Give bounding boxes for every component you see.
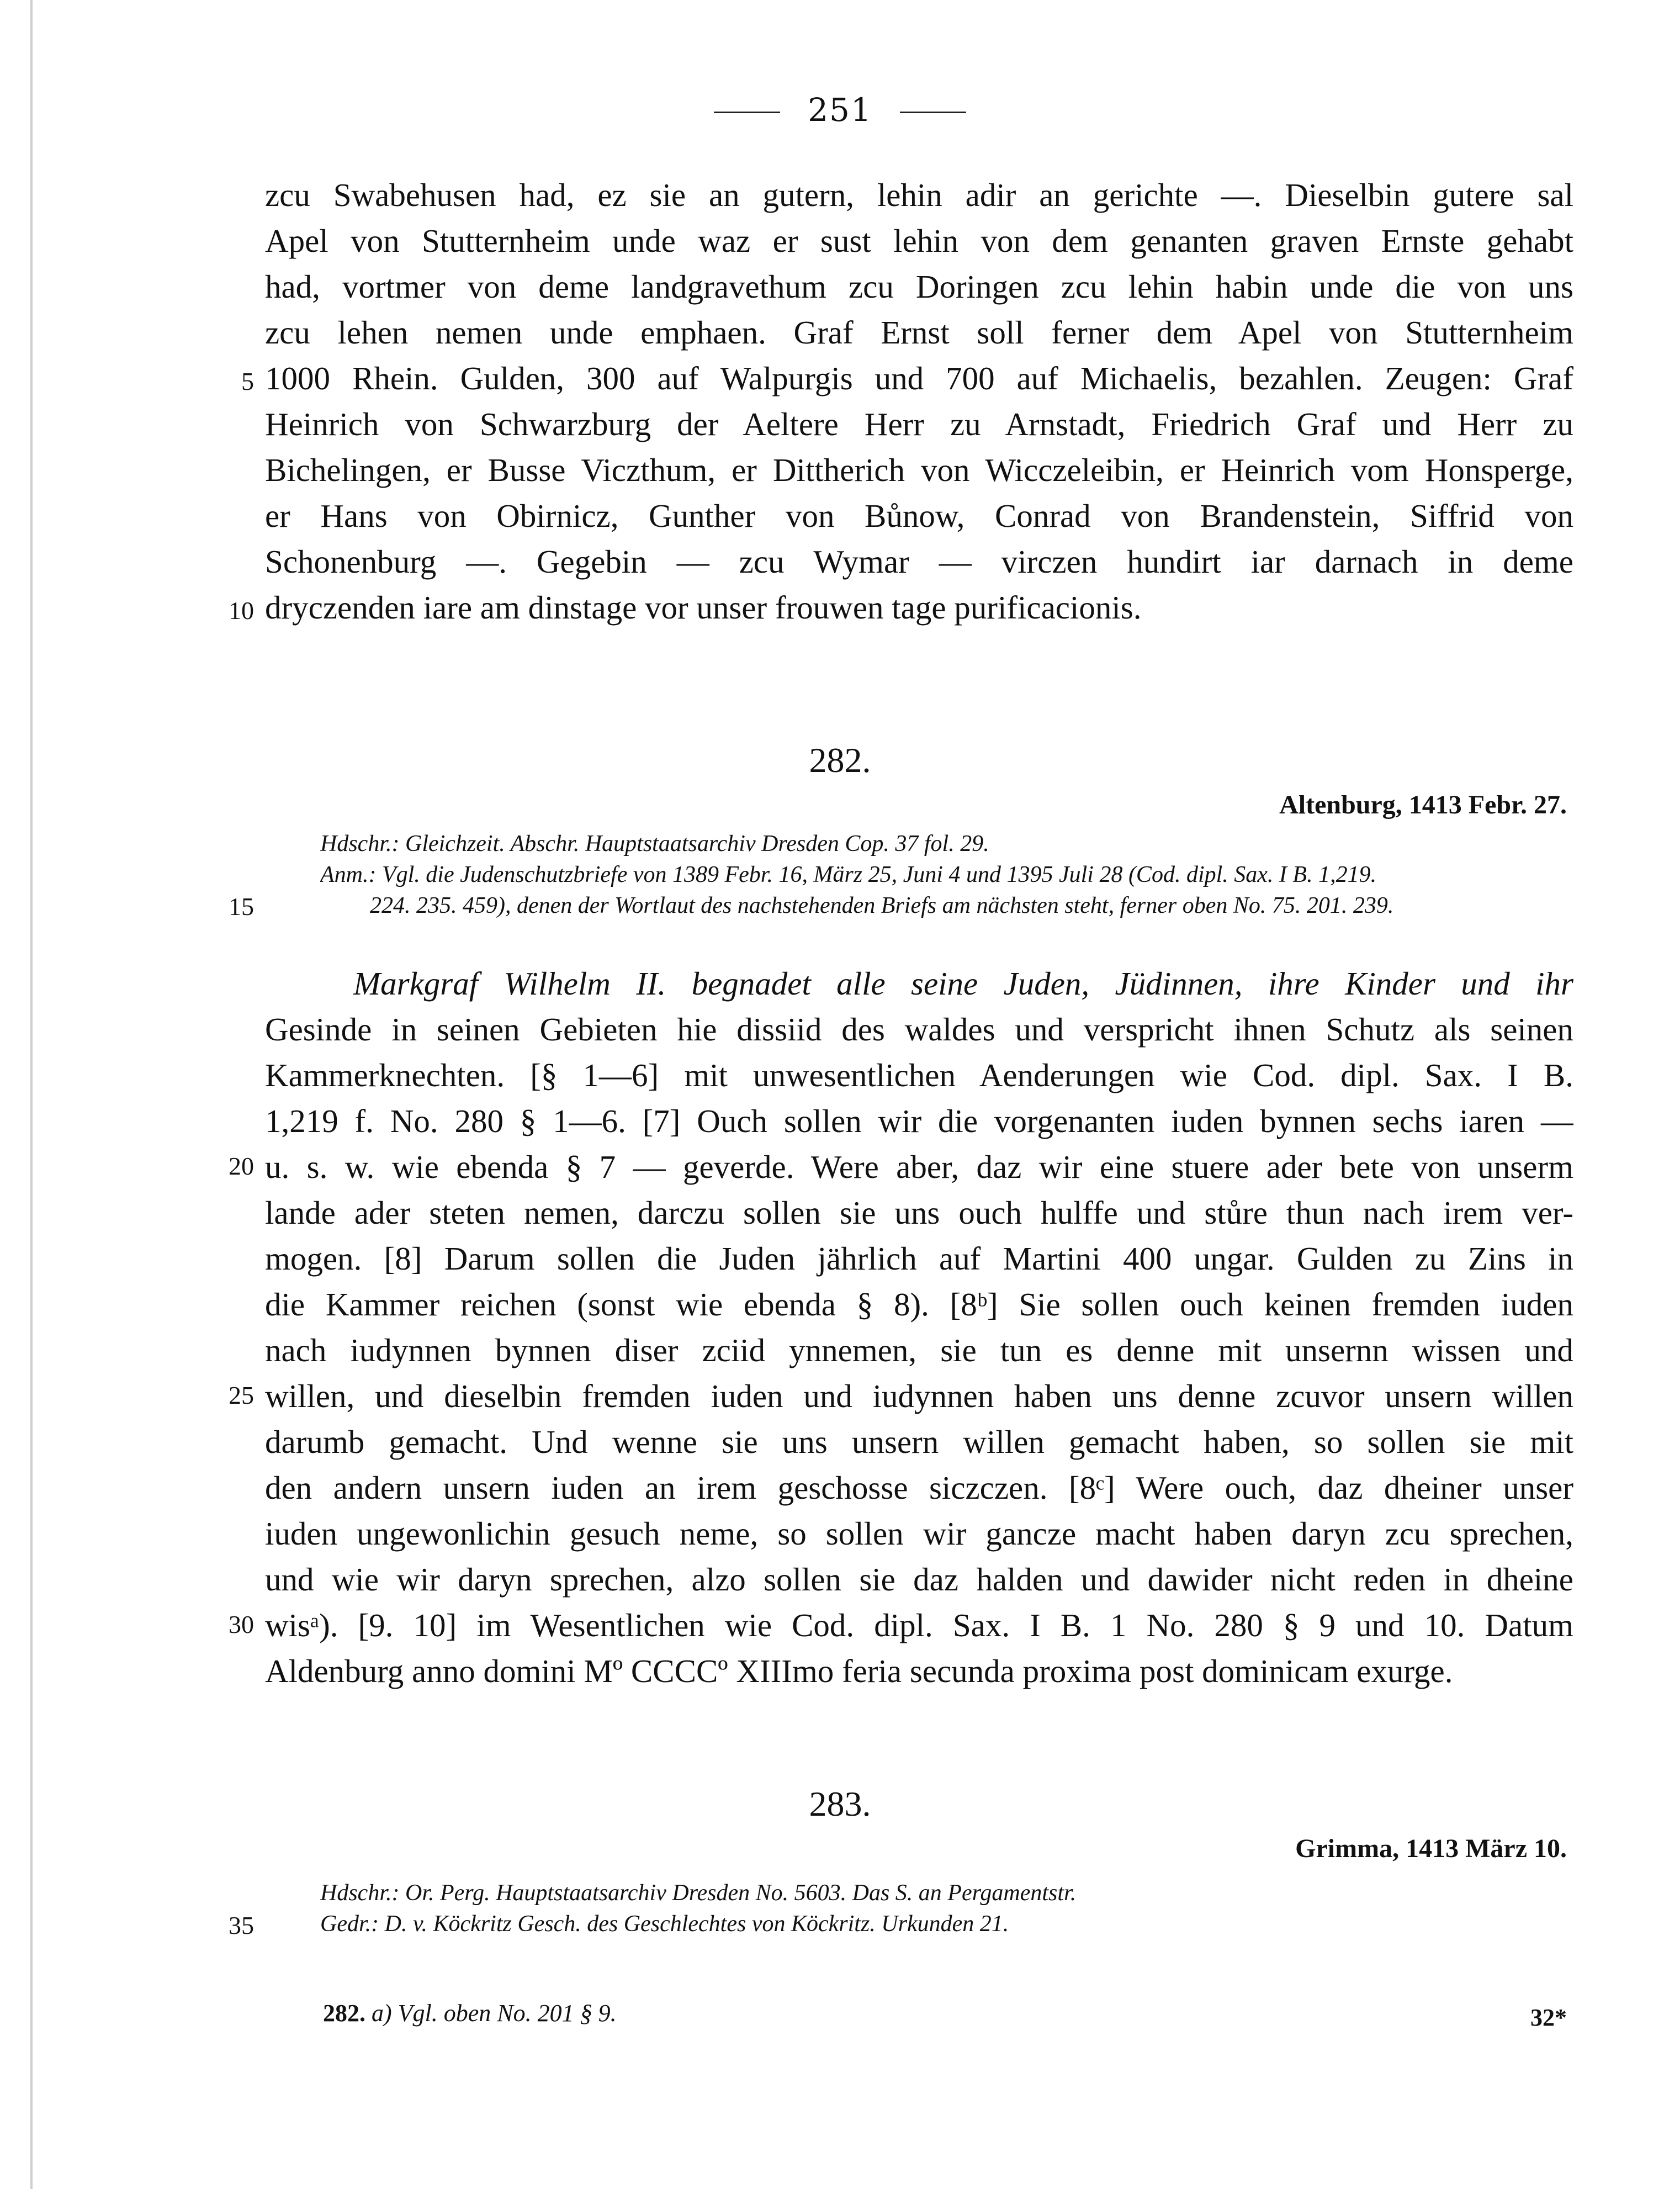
- text-line: had, vortmer von deme landgravethum zcu Doringen zcu lehin habin unde die von uns: [265, 268, 1573, 305]
- document-number: 282.: [809, 741, 871, 780]
- text-line: er Hans von Obirnicz, Gunther von Bůnow, Conrad von Brandenstein, Siffrid von: [265, 498, 1573, 534]
- text-line: dryczenden iare am dinstage vor unser frouwen tage purificacionis.: [265, 589, 1142, 626]
- source-notes: [320, 828, 1573, 921]
- document-body: [265, 961, 1573, 1694]
- sheet-signature: 32*: [1530, 2004, 1567, 2031]
- continuation-text: [265, 172, 1573, 631]
- text-line: lande ader steten nemen, darczu sollen sie uns ouch hulffe und stůre thun nach irem ver-: [265, 1194, 1573, 1231]
- page-header: [0, 91, 1680, 129]
- text-line: 1000 Rhein. Gulden, 300 auf Walpurgis und 700 auf Michaelis, bezahlen. Zeugen: Graf: [265, 360, 1573, 396]
- text-line: den andern unsern iuden an irem geschosse siczczen. [8ᶜ] Were ouch, daz dheiner unser: [265, 1469, 1573, 1506]
- text-line: Markgraf Wilhelm II. begnadet alle seine Juden, Jüdinnen, ihre Kinder und ihr: [353, 965, 1573, 1002]
- text-line: willen, und dieselbin fremden iuden und iudynnen haben uns denne zcuvor unsern willen: [265, 1378, 1573, 1414]
- line-number: 5: [241, 367, 254, 395]
- line-number: 20: [229, 1152, 254, 1180]
- text-line: Aldenburg anno domini Mº CCCCº XIIImo feria secunda proxima post dominicam exurge.: [265, 1653, 1453, 1689]
- text-line: nach iudynnen bynnen diser zciid ynnemen, sie tun es denne mit unsernn wissen und: [265, 1332, 1573, 1368]
- document-number: 283.: [809, 1784, 871, 1823]
- text-line: zcu lehen nemen unde emphaen. Graf Ernst soll ferner dem Apel von Stutternheim: [265, 314, 1573, 351]
- page-number: 251: [808, 91, 872, 129]
- text-line: und wie wir daryn sprechen, alzo sollen sie daz halden und dawider nicht reden in dheine: [265, 1561, 1573, 1598]
- source-line: Hdschr.: Gleichzeit. Abschr. Hauptstaatsarchiv Dresden Cop. 37 fol. 29.: [320, 831, 989, 856]
- text-line: zcu Swabehusen had, ez sie an gutern, lehin adir an gerichte —. Dieselbin gutere sal: [265, 177, 1573, 213]
- text-line: Bichelingen, er Busse Viczthum, er Dittherich von Wicczeleibin, er Heinrich vom Honsperge,: [265, 452, 1573, 488]
- text-line: wisᵃ). [9. 10] im Wesentlichen wie Cod. dipl. Sax. I B. 1 No. 280 § 9 und 10. Datum: [265, 1607, 1573, 1643]
- source-line: Gedr.: D. v. Köckritz Gesch. des Geschlechtes von Köckritz. Urkunden 21.: [320, 1911, 1009, 1937]
- source-notes: [320, 1878, 1573, 1939]
- source-line: 224. 235. 459), denen der Wortlaut des nachstehenden Briefs am nächsten steht, ferner oben No. 75. 201. 239.: [370, 893, 1394, 918]
- scan-edge-line: [30, 0, 33, 2189]
- text-line: Gesinde in seinen Gebieten hie dissiid des waldes und verspricht ihnen Schutz als seinen: [265, 1011, 1573, 1048]
- source-line: Anm.: Vgl. die Judenschutzbriefe von 1389 Febr. 16, März 25, Juni 4 und 1395 Juli 28 (Cod. dipl. Sax. I B. 1,219.: [320, 862, 1377, 887]
- text-line: u. s. w. wie ebenda § 7 — geverde. Were aber, daz wir eine stuere ader bete von unserm: [265, 1149, 1573, 1185]
- line-number: 30: [229, 1610, 254, 1638]
- document-dateline: Grimma, 1413 März 10.: [1295, 1834, 1567, 1863]
- line-number: 25: [229, 1381, 254, 1409]
- line-number: 35: [229, 1911, 254, 1939]
- text-line: Kammerknechten. [§ 1—6] mit unwesentlichen Aenderungen wie Cod. dipl. Sax. I B.: [265, 1057, 1573, 1093]
- footnote-ref: 282.: [323, 2000, 365, 2027]
- text-line: iuden ungewonlichin gesuch neme, so sollen wir gancze macht haben daryn zcu sprechen,: [265, 1515, 1573, 1552]
- line-number: 10: [229, 596, 254, 625]
- text-line: die Kammer reichen (sonst wie ebenda § 8). [8ᵇ] Sie sollen ouch keinen fremden iuden: [265, 1286, 1573, 1323]
- text-line: darumb gemacht. Und wenne sie uns unsern willen gemacht haben, so sollen sie mit: [265, 1424, 1573, 1460]
- footnote: [323, 1999, 617, 2027]
- line-number: 15: [229, 892, 254, 921]
- text-line: 1,219 f. No. 280 § 1—6. [7] Ouch sollen wir die vorgenanten iuden bynnen sechs iaren —: [265, 1103, 1573, 1139]
- footnote-text: a) Vgl. oben No. 201 § 9.: [372, 2000, 617, 2027]
- text-line: Heinrich von Schwarzburg der Aeltere Herr zu Arnstadt, Friedrich Graf und Herr zu: [265, 406, 1573, 442]
- document-dateline: Altenburg, 1413 Febr. 27.: [1279, 790, 1567, 819]
- text-line: Apel von Stutternheim unde waz er sust lehin von dem genanten graven Ernste gehabt: [265, 223, 1573, 259]
- text-line: Schonenburg —. Gegebin — zcu Wymar — virczen hundirt iar darnach in deme: [265, 543, 1573, 580]
- source-line: Hdschr.: Or. Perg. Hauptstaatsarchiv Dresden No. 5603. Das S. an Pergamentstr.: [320, 1880, 1077, 1906]
- text-line: mogen. [8] Darum sollen die Juden jährlich auf Martini 400 ungar. Gulden zu Zins in: [265, 1240, 1573, 1277]
